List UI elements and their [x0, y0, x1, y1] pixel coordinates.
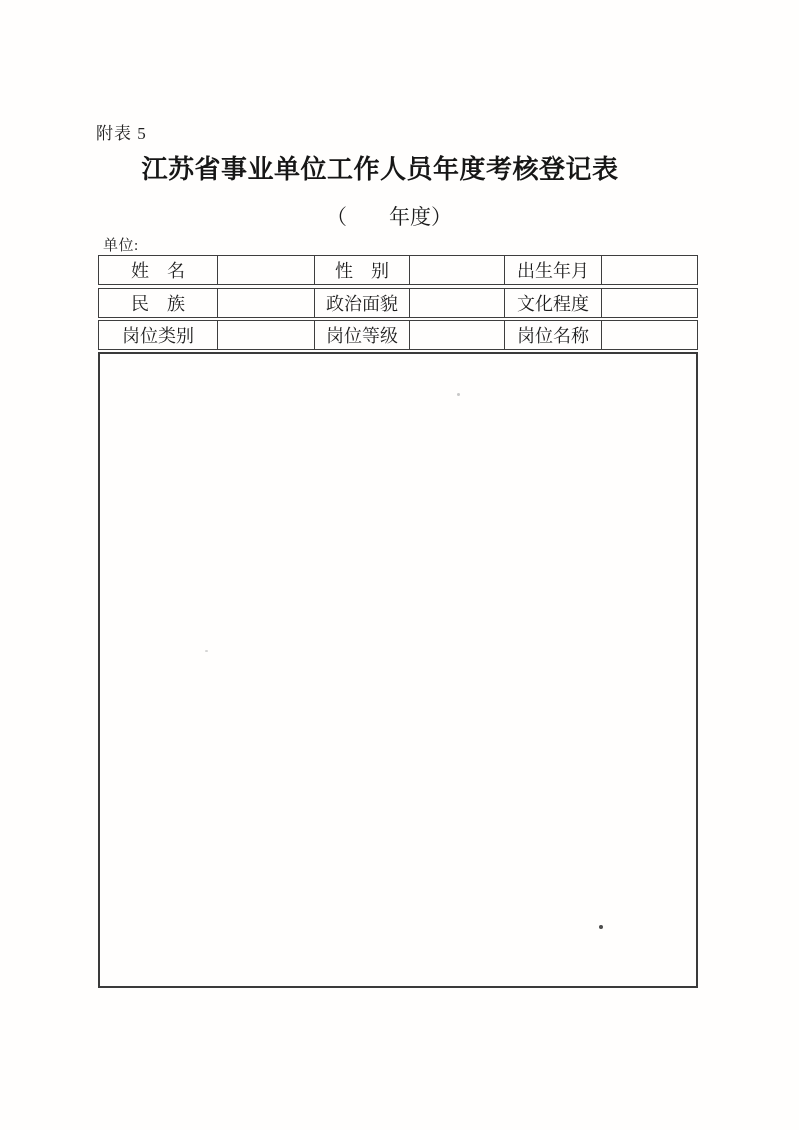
field-label-education-level: 文化程度 [505, 288, 602, 318]
field-label-political-status: 政治面貌 [315, 288, 410, 318]
field-label-position-title: 岗位名称 [505, 320, 602, 350]
field-value-position-title [602, 320, 698, 350]
info-table-row-2 [98, 288, 698, 318]
form-subtitle-year: （ 年度） [326, 205, 452, 229]
field-value-position-grade [410, 320, 505, 350]
field-label-position-grade: 岗位等级 [315, 320, 410, 350]
field-label-gender: 性 别 [315, 255, 410, 285]
field-value-position-category [218, 320, 315, 350]
unit-label: 单位: [103, 238, 139, 254]
field-value-ethnicity [218, 288, 315, 318]
assessment-content-box [98, 352, 698, 988]
info-table-row-1 [98, 255, 698, 285]
field-value-education-level [602, 288, 698, 318]
field-value-political-status [410, 288, 505, 318]
attachment-number-label: 附表 5 [96, 124, 147, 143]
scan-speck [205, 650, 208, 652]
scan-speck [457, 393, 460, 396]
form-title: 江苏省事业单位工作人员年度考核登记表 [141, 155, 619, 184]
field-value-birth-date [602, 255, 698, 285]
field-value-gender [410, 255, 505, 285]
field-label-position-category: 岗位类别 [98, 320, 218, 350]
field-label-name: 姓 名 [98, 255, 218, 285]
field-label-ethnicity: 民 族 [98, 288, 218, 318]
info-table-row-3 [98, 320, 698, 350]
field-value-name [218, 255, 315, 285]
scan-speck [599, 925, 603, 929]
field-label-birth-date: 出生年月 [505, 255, 602, 285]
